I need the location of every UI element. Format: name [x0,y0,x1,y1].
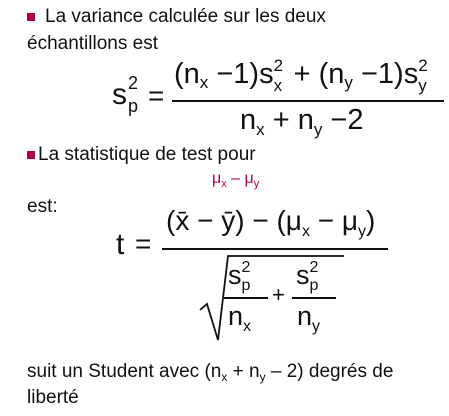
paragraph1-line1: La variance calculée sur les deux [45,6,326,27]
formula1-numerator: (nx −1)s 2 x + (ny −1)s 2 y [174,56,428,95]
formula1-lhs-sub: p [128,96,139,116]
formula1-equals: = [148,80,165,111]
formula2-frac2-denominator: $n_y$ [297,301,321,335]
paragraph3-line1: suit un Student avec $(n_x + n_y - 2)$ degrés de [27,361,394,384]
formula2-numerator: (x̄ − ȳ) − $(\mu_x - \mu_y)$ [166,205,376,240]
paragraph2-mu-difference: $\mu_x - \mu_y$ [212,170,260,190]
formula2-plus: + [272,282,285,307]
formula1-fraction-bar [172,100,444,102]
paragraph2-line1: La statistique de test pour [38,144,256,165]
paragraph3-line2: liberté [27,387,79,408]
formula2-frac1-denominator: $n_x$ [228,301,252,335]
square-bullet-icon [27,151,35,159]
formula1-lhs-sup: 2 [128,73,139,93]
formula1-lhs-base: s [112,78,127,111]
formula1-denominator: $n_x + n_y -2$ [240,104,364,139]
paragraph1-line2: échantillons est [27,33,158,54]
formula2-lhs: t [116,228,125,261]
square-bullet-icon [27,13,35,21]
formula1-lhs [112,73,141,116]
formula2-frac2-bar [292,297,336,299]
formula2-equals: = [135,228,152,259]
formula2-frac2-numerator: s 2 p [296,259,319,294]
formula2-frac1-bar [224,297,268,299]
paragraph2-line2: est: [27,196,58,217]
formula2-frac1-numerator: s 2 p [228,259,251,294]
